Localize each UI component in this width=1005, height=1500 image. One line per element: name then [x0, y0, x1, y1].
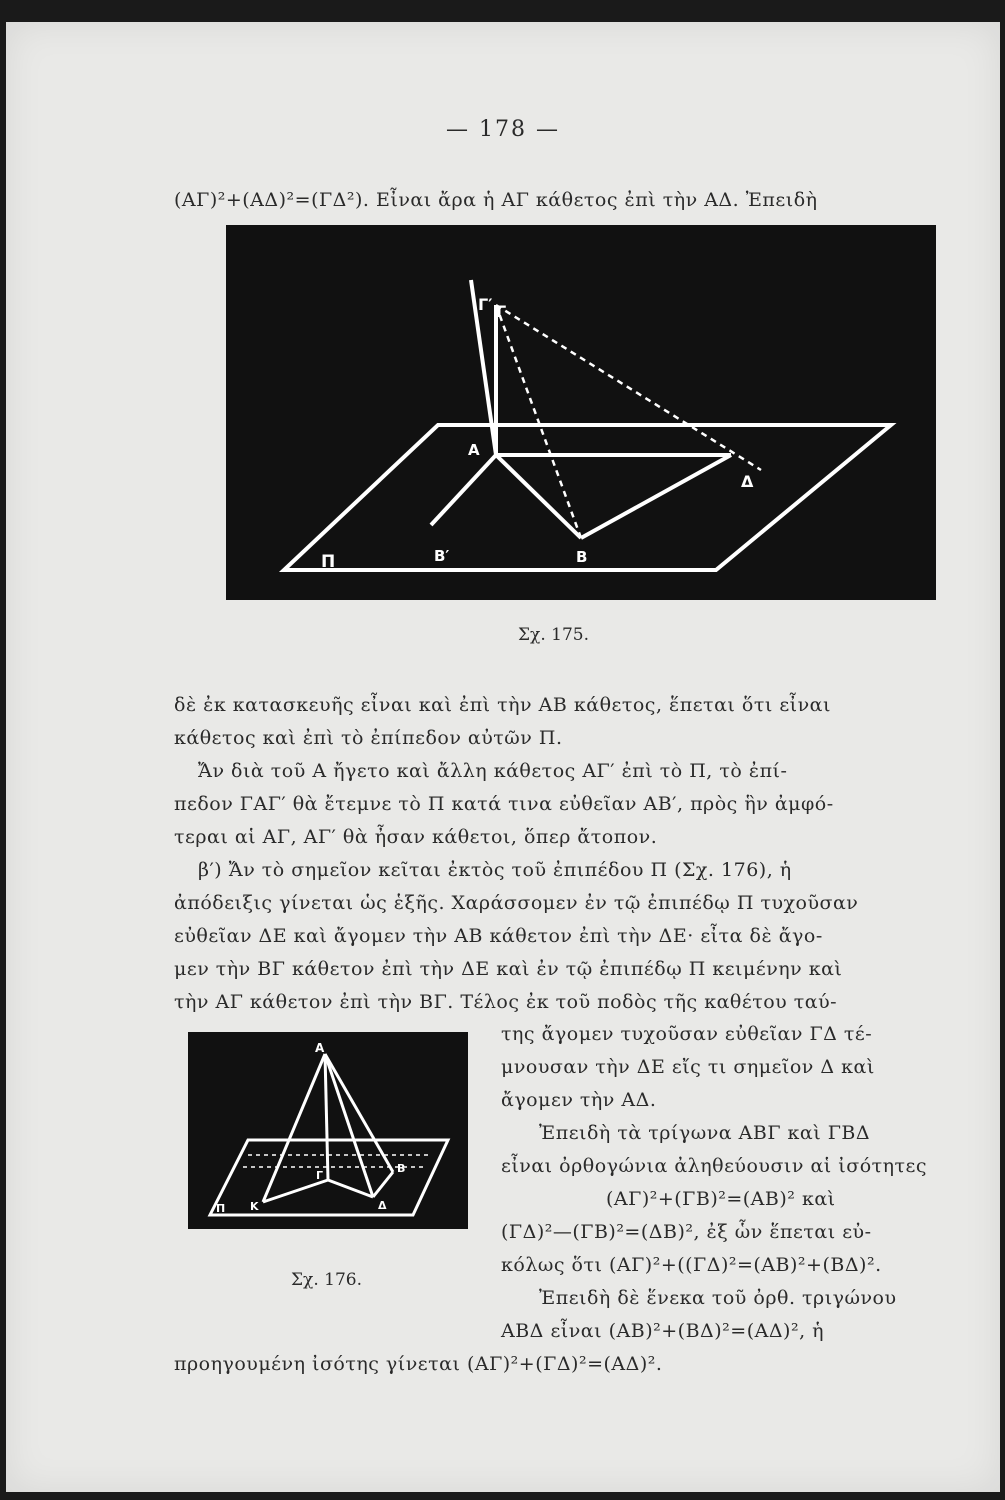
paragraph-line: τεραι αἱ ΑΓ, ΑΓ′ θὰ ἦσαν κάθετοι, ὅπερ ἄτοπον.	[174, 826, 658, 848]
intro-line: (ΑΓ)²+(ΑΔ)²=(ΓΔ²). Εἶναι ἄρα ἡ ΑΓ κάθετος ἐπὶ τὴν ΑΔ. Ἐπειδὴ	[174, 189, 818, 211]
paragraph-line: πεδον ΓΑΓ′ θὰ ἔτεμνε τὸ Π κατά τινα εὐθεῖαν ΑΒ′, πρὸς ἣν ἀμφό-	[174, 793, 834, 815]
line-g-d	[328, 1180, 373, 1197]
figure-176-diagram	[188, 1032, 468, 1229]
side-line: ἄγομεν τὴν ΑΔ.	[501, 1089, 657, 1111]
label-pi: Π	[216, 1202, 226, 1215]
line-a-bprime	[431, 455, 496, 525]
paragraph-line: μεν τὴν ΒΓ κάθετον ἐπὶ τὴν ΔΕ καὶ ἐν τῷ ἐπιπέδῳ Π κειμένην καὶ	[174, 958, 843, 980]
side-line: (ΑΓ)²+(ΓΒ)²=(ΑΒ)² καὶ	[606, 1188, 836, 1210]
side-line: μνουσαν τὴν ΔΕ εἴς τι σημεῖον Δ καὶ	[501, 1056, 875, 1078]
line-b-d	[581, 455, 731, 538]
figure-175-diagram	[226, 225, 936, 600]
label-pi: Π	[321, 552, 336, 572]
label-bprime: Β′	[434, 547, 450, 565]
paragraph-line: ἀπόδειξις γίνεται ὡς ἑξῆς. Χαράσσομεν ἐν τῷ ἐπιπέδῳ Π τυχοῦσαν	[174, 892, 859, 914]
label-d: Δ	[378, 1199, 387, 1212]
paragraph-line: β′) Ἄν τὸ σημεῖον κεῖται ἐκτὸς τοῦ ἐπιπέδου Π (Σχ. 176), ἡ	[198, 859, 792, 881]
figure-176	[188, 1032, 468, 1229]
paragraph-line: εὐθεῖαν ΔΕ καὶ ἄγομεν τὴν ΑΒ κάθετον ἐπὶ τὴν ΔΕ· εἶτα δὲ ἄγο-	[174, 925, 823, 947]
dashed-g-d	[496, 305, 761, 470]
label-b: Β	[576, 548, 588, 566]
paragraph-line: κάθετος καὶ ἐπὶ τὸ ἐπίπεδον αὐτῶν Π.	[174, 727, 563, 749]
label-b: Β	[397, 1162, 406, 1175]
side-line: Ἐπειδὴ τὰ τρίγωνα ΑΒΓ καὶ ΓΒΔ	[539, 1122, 871, 1144]
figure-175	[226, 225, 936, 600]
line-a-b	[496, 455, 581, 538]
figure-175-caption: Σχ. 175.	[518, 625, 589, 645]
side-line: εἶναι ὀρθογώνια ἀληθεύουσιν αἱ ἰσότητες	[501, 1155, 928, 1177]
book-page	[6, 22, 1000, 1492]
paragraph-line: δὲ ἐκ κατασκευῆς εἶναι καὶ ἐπὶ τὴν ΑΒ κάθετος, ἕπεται ὅτι εἶναι	[174, 694, 831, 716]
side-line: της ἄγομεν τυχοῦσαν εὐθεῖαν ΓΔ τέ-	[501, 1023, 873, 1045]
label-g: Γ	[316, 1169, 324, 1182]
paragraph-line: τὴν ΑΓ κάθετον ἐπὶ τὴν ΒΓ. Τέλος ἐκ τοῦ ποδὸς τῆς καθέτου ταύ-	[174, 991, 838, 1013]
line-d-b	[373, 1172, 393, 1197]
label-k: Κ	[250, 1200, 259, 1213]
label-g: Γ	[496, 302, 507, 321]
side-line: (ΓΔ)²—(ΓΒ)²=(ΔΒ)², ἐξ ὧν ἕπεται εὐ-	[501, 1221, 872, 1243]
dashed-g-b	[496, 305, 581, 538]
side-line: ΑΒΔ εἶναι (ΑΒ)²+(ΒΔ)²=(ΑΔ)², ἡ	[501, 1320, 825, 1342]
figure-176-caption: Σχ. 176.	[291, 1270, 362, 1290]
line-k-g	[263, 1180, 328, 1202]
side-line: Ἐπειδὴ δὲ ἕνεκα τοῦ ὀρθ. τριγώνου	[539, 1287, 897, 1309]
label-gprime: Γ′	[478, 295, 493, 314]
label-d: Δ	[741, 472, 754, 491]
paragraph-line: Ἄν διὰ τοῦ Α ἤγετο καὶ ἄλλη κάθετος ΑΓ′ ἐπὶ τὸ Π, τὸ ἐπί-	[198, 760, 788, 782]
plane-pi-outline	[284, 425, 891, 570]
label-a: Α	[468, 441, 480, 459]
page-number: — 178 —	[446, 117, 560, 142]
side-line: κόλως ὅτι (ΑΓ)²+((ΓΔ)²=(ΑΒ)²+(ΒΔ)².	[501, 1254, 882, 1276]
line-a-g	[325, 1054, 328, 1180]
label-a: Α	[315, 1041, 325, 1055]
final-line: προηγουμένη ἰσότης γίνεται (ΑΓ)²+(ΓΔ)²=(ΑΔ)².	[174, 1353, 663, 1375]
